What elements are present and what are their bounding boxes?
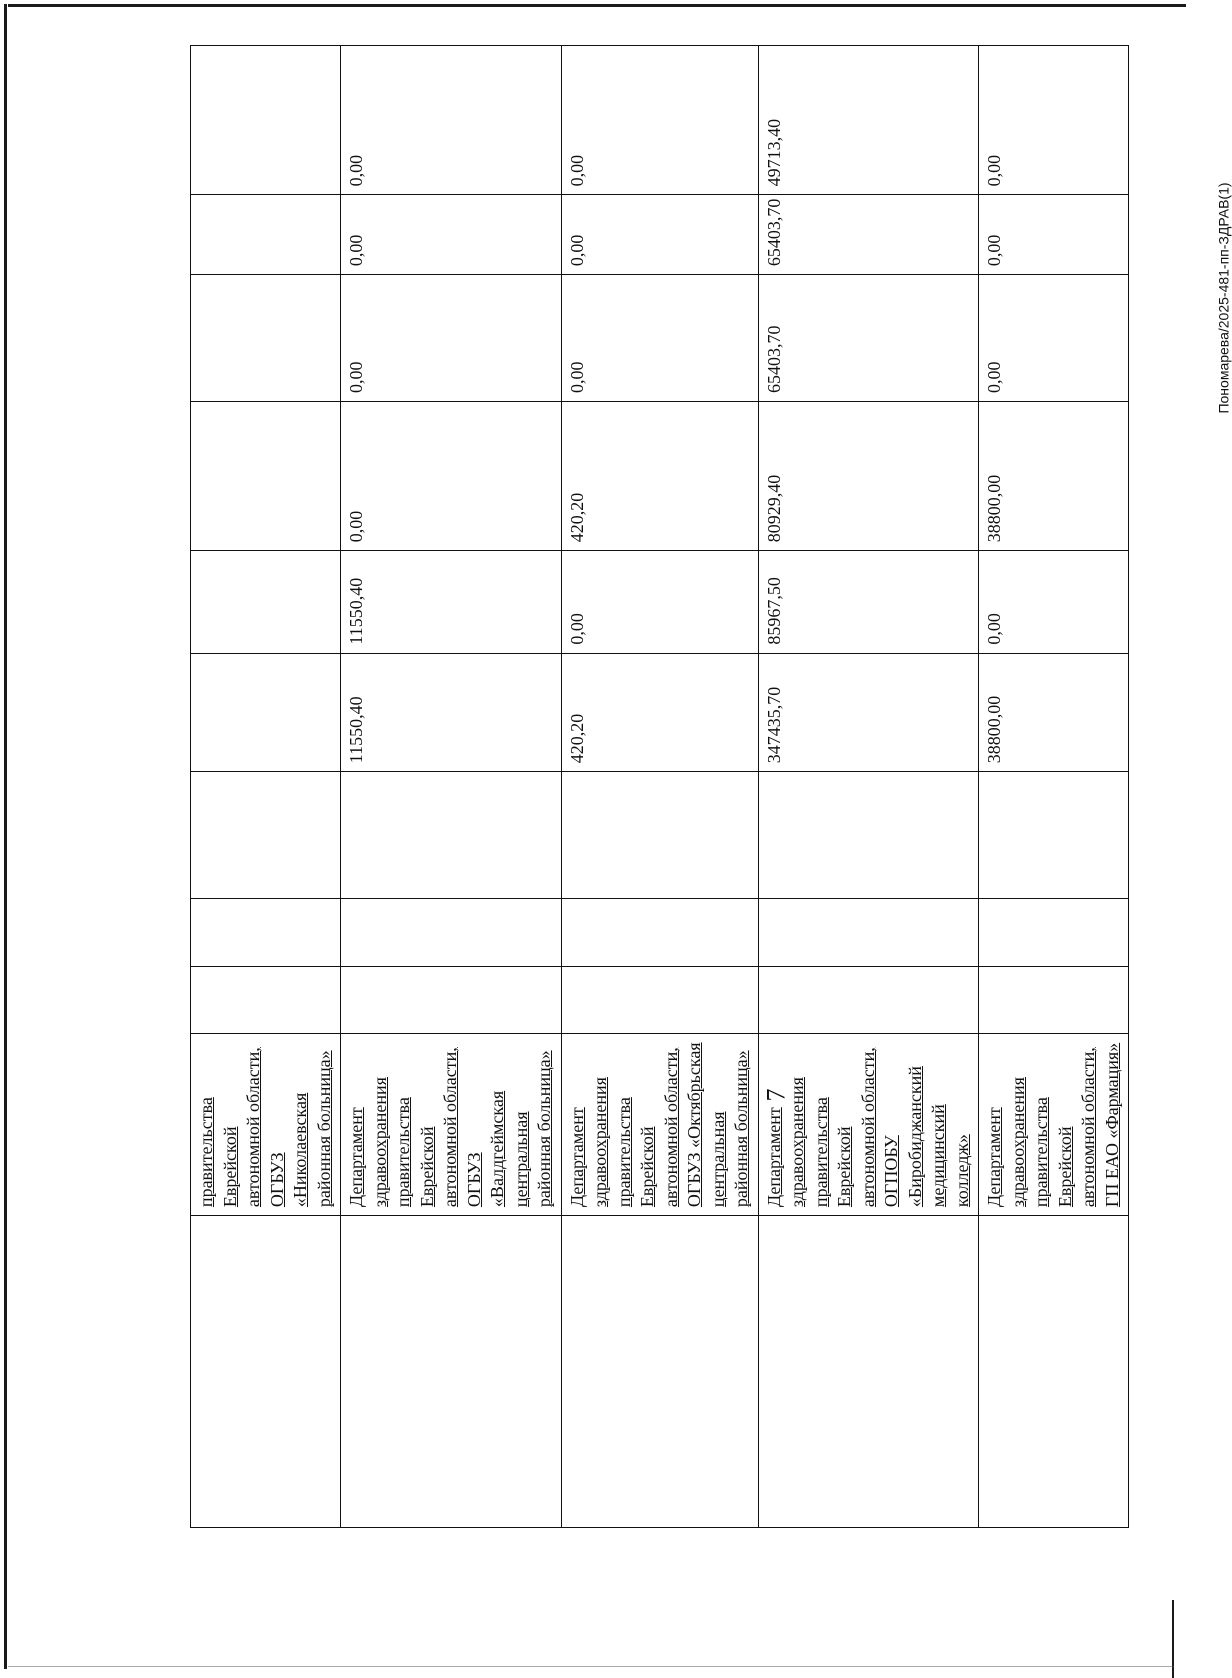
value-cell: 0,00 — [341, 275, 562, 402]
organization-cell: Департамент здравоохранения правительства Еврейской автономной области, ОГБУЗ «Октябрьская центральная районная больница» — [561, 1034, 758, 1216]
empty-cell — [341, 899, 562, 967]
funding-table — [190, 45, 1129, 1528]
value-cell: 0,00 — [341, 401, 562, 550]
organization-cell: Департамент здравоохранения правительства Еврейской автономной области, ОГПОБУ «Биробиджанский медицинский колледж» — [758, 1034, 979, 1216]
empty-cell — [561, 1216, 758, 1528]
empty-cell — [758, 772, 979, 899]
empty-cell — [341, 966, 562, 1034]
empty-cell — [191, 899, 341, 967]
empty-cell — [979, 966, 1129, 1034]
empty-cell — [341, 772, 562, 899]
rotated-page — [190, 45, 1122, 1528]
value-cell: 49713,40 — [758, 46, 979, 195]
empty-cell — [979, 1216, 1129, 1528]
organization-cell: Департамент здравоохранения правительства Еврейской автономной области, ОГБУЗ «Валдгеймская центральная районная больница» — [341, 1034, 562, 1216]
value-cell: 80929,40 — [758, 401, 979, 550]
empty-cell — [758, 1216, 979, 1528]
value-cell: 0,00 — [341, 46, 562, 195]
value-cell: 420,20 — [561, 401, 758, 550]
sheet-border-bottom — [8, 1666, 1174, 1667]
organization-cell: правительства Еврейской автономной области, ОГБУЗ «Николаевская районная больница» — [191, 1034, 341, 1216]
value-cell: 11550,40 — [341, 653, 562, 772]
value-cell: 0,00 — [979, 46, 1129, 195]
page-number: 7 — [761, 1088, 791, 1102]
value-cell — [191, 653, 341, 772]
value-cell — [191, 401, 341, 550]
value-cell: 65403,70 — [758, 195, 979, 275]
empty-cell — [191, 1216, 341, 1528]
empty-cell — [561, 966, 758, 1034]
value-cell: 0,00 — [979, 195, 1129, 275]
empty-cell — [758, 899, 979, 967]
empty-cell — [561, 899, 758, 967]
value-cell: 0,00 — [561, 195, 758, 275]
value-cell: 38800,00 — [979, 401, 1129, 550]
table-row — [979, 46, 1129, 1528]
value-cell: 11550,40 — [341, 551, 562, 653]
table-row — [191, 46, 341, 1528]
value-cell — [191, 275, 341, 402]
empty-cell — [191, 966, 341, 1034]
table-row — [341, 46, 562, 1528]
value-cell: 0,00 — [561, 46, 758, 195]
value-cell: 0,00 — [979, 551, 1129, 653]
value-cell: 0,00 — [561, 551, 758, 653]
value-cell: 85967,50 — [758, 551, 979, 653]
value-cell: 420,20 — [561, 653, 758, 772]
value-cell — [191, 46, 341, 195]
organization-cell: Департамент здравоохранения правительства Еврейской автономной области, ГП ЕАО «Фармация» — [979, 1034, 1129, 1216]
value-cell: 0,00 — [561, 275, 758, 402]
value-cell — [191, 195, 341, 275]
sheet-border-top — [8, 4, 1186, 7]
value-cell: 347435,70 — [758, 653, 979, 772]
empty-cell — [561, 772, 758, 899]
sheet-border-left — [4, 4, 7, 1669]
table-row — [561, 46, 758, 1528]
value-cell: 0,00 — [341, 195, 562, 275]
value-cell: 38800,00 — [979, 653, 1129, 772]
empty-cell — [191, 772, 341, 899]
empty-cell — [341, 1216, 562, 1528]
value-cell: 0,00 — [979, 275, 1129, 402]
empty-cell — [979, 772, 1129, 899]
value-cell — [191, 551, 341, 653]
empty-cell — [758, 966, 979, 1034]
footer-code: Пономарева/2025-481-пп-ЗДРАВ(1) — [1215, 182, 1232, 414]
table-row — [758, 46, 979, 1528]
empty-cell — [979, 899, 1129, 967]
value-cell: 65403,70 — [758, 275, 979, 402]
